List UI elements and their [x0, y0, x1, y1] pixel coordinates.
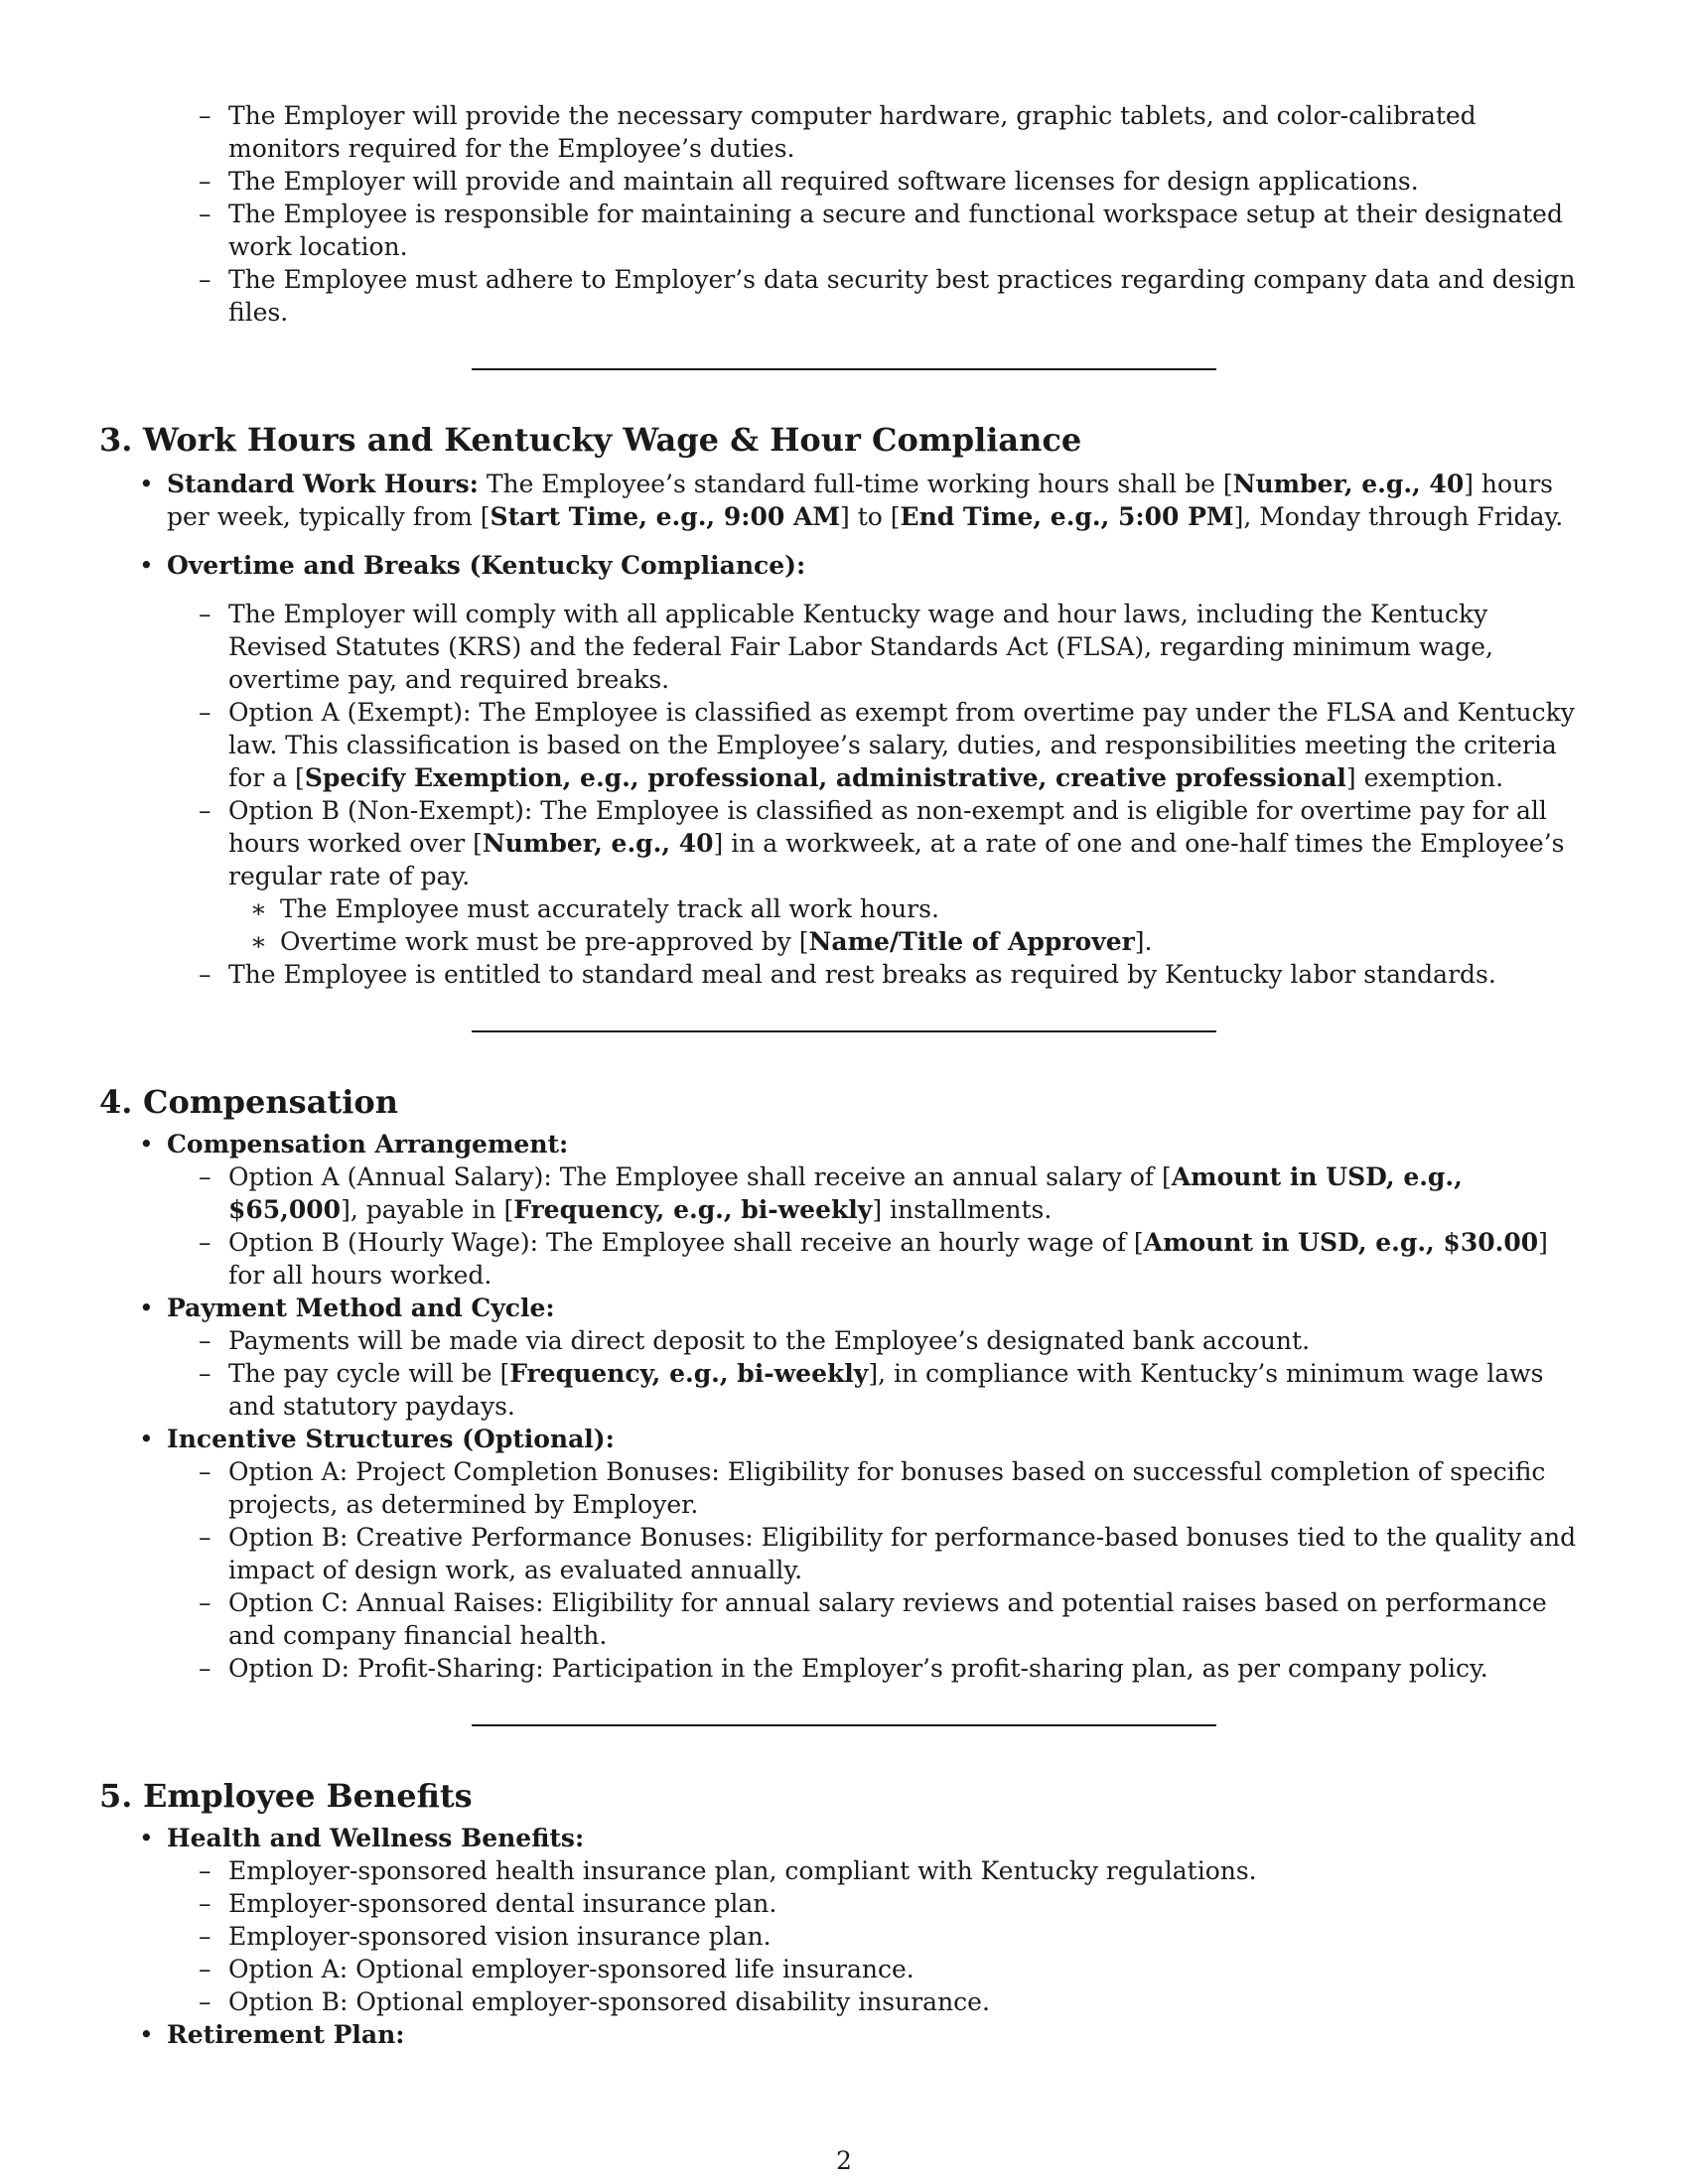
list-item: – Option A: Project Completion Bonuses: Eligibility for bonuses based on successful completion of specific projects, as determined by Employer.: [228, 1455, 1589, 1521]
nonexempt-sublist: [228, 892, 1589, 958]
section-number: 5.: [99, 1777, 133, 1815]
compensation-list: [99, 1128, 1589, 1685]
section-heading-5: [99, 1776, 1589, 1816]
item-label: Health and Wellness Benefits:: [167, 1824, 585, 1852]
section-number: 4.: [99, 1083, 133, 1121]
item-label: Payment Method and Cycle:: [167, 1294, 555, 1322]
list-item: – Option D: Profit-Sharing: Participation in the Employer’s profit-sharing plan, as per company policy.: [228, 1652, 1589, 1685]
list-item: – The pay cycle will be [Frequency, e.g., bi-weekly], in compliance with Kentucky’s minimum wage laws and statutory paydays.: [228, 1357, 1589, 1423]
list-item: ∗ Overtime work must be pre-approved by [Name/Title of Approver].: [280, 925, 1589, 958]
section-title: Employee Benefits: [143, 1777, 473, 1815]
section-heading-3: [99, 420, 1589, 460]
placeholder-field: Specify Exemption, e.g., professional, administrative, creative professional: [304, 763, 1346, 792]
list-item: – Employer-sponsored dental insurance plan.: [228, 1887, 1589, 1920]
work-hours-list: [99, 468, 1589, 991]
payment-sublist: [167, 1324, 1589, 1423]
section-number: 3.: [99, 421, 133, 459]
list-item: – Employer-sponsored vision insurance plan.: [228, 1920, 1589, 1953]
placeholder-field: Amount in USD, e.g., $65,000: [228, 1162, 1463, 1224]
list-item: – Option B (Non-Exempt): The Employee is classified as non-exempt and is eligible for overtime pay for all hours worked over [Number, e.g., 40] in a workweek, at a rate of one and one-half times the Employee’s regular rate of pay. ∗ The Employee must accurately track all work hours. ∗ Overtime work must be pre-approved by [Name/Title of Approver].: [228, 794, 1589, 958]
incentive-sublist: [167, 1455, 1589, 1685]
health-sublist: [167, 1854, 1589, 2018]
list-item: – Option C: Annual Raises: Eligibility for annual salary reviews and potential raises based on performance and company financial health.: [228, 1586, 1589, 1652]
placeholder-field: Frequency, e.g., bi-weekly: [513, 1195, 873, 1224]
item-label: Incentive Structures (Optional):: [167, 1425, 615, 1453]
equipment-list: [99, 99, 1589, 329]
list-item: [167, 2018, 1589, 2051]
page-number: 2: [836, 2146, 852, 2175]
list-item: [167, 1292, 1589, 1423]
section-title: Work Hours and Kentucky Wage & Hour Compliance: [143, 421, 1082, 459]
placeholder-field: Name/Title of Approver: [808, 927, 1135, 956]
list-item: – Option B: Creative Performance Bonuses: Eligibility for performance-based bonuses tied to the quality and impact of design work, as evaluated annually.: [228, 1521, 1589, 1586]
list-item: – Option A: Optional employer-sponsored life insurance.: [228, 1953, 1589, 1985]
list-item: – Option B: Optional employer-sponsored disability insurance.: [228, 1985, 1589, 2018]
page-content: [99, 99, 1589, 2051]
section-divider: [472, 1030, 1216, 1032]
list-item: – The Employer will provide and maintain all required software licenses for design applications.: [228, 165, 1589, 198]
list-item: [167, 1128, 1589, 1292]
list-item: [167, 549, 1589, 991]
item-label: Overtime and Breaks (Kentucky Compliance):: [167, 551, 806, 580]
overtime-sublist: [167, 598, 1589, 991]
item-label: Compensation Arrangement:: [167, 1130, 569, 1159]
list-item: – The Employer will comply with all applicable Kentucky wage and hour laws, including the Kentucky Revised Statutes (KRS) and the federal Fair Labor Standards Act (FLSA), regarding minimum wage, overtime pay, and required breaks.: [228, 598, 1589, 696]
item-label: Retirement Plan:: [167, 2020, 405, 2049]
list-item: – Option A (Annual Salary): The Employee shall receive an annual salary of [Amount in USD, e.g., $65,000], payable in [Frequency, e.g., bi-weekly] installments.: [228, 1160, 1589, 1226]
section-divider: [472, 368, 1216, 370]
section-title: Compensation: [143, 1083, 398, 1121]
list-item: – Employer-sponsored health insurance plan, compliant with Kentucky regulations.: [228, 1854, 1589, 1887]
list-item: – Option B (Hourly Wage): The Employee shall receive an hourly wage of [Amount in USD, e.g., $30.00] for all hours worked.: [228, 1226, 1589, 1292]
list-item: – Option A (Exempt): The Employee is classified as exempt from overtime pay under the FLSA and Kentucky law. This classification is based on the Employee’s salary, duties, and responsibilities meeting the criteria for a [Specify Exemption, e.g., professional, administrative, creative professional] exemption.: [228, 696, 1589, 794]
placeholder-field: Number, e.g., 40: [482, 829, 714, 858]
list-item: [167, 1822, 1589, 2018]
list-item: – The Employee must adhere to Employer’s data security best practices regarding company data and design files.: [228, 263, 1589, 329]
list-item: • Standard Work Hours: The Employee’s standard full-time working hours shall be [Number, e.g., 40] hours per week, typically from [Start Time, e.g., 9:00 AM] to [End Time, e.g., 5:00 PM], Monday through Friday.: [167, 468, 1589, 533]
placeholder-field: End Time, e.g., 5:00 PM: [900, 502, 1234, 531]
section-heading-4: [99, 1082, 1589, 1122]
item-label: Standard Work Hours:: [167, 470, 479, 498]
benefits-list: [99, 1822, 1589, 2051]
list-item: – The Employer will provide the necessary computer hardware, graphic tablets, and color-calibrated monitors required for the Employee’s duties.: [228, 99, 1589, 165]
list-item: ∗ The Employee must accurately track all work hours.: [280, 892, 1589, 925]
arrangement-sublist: [167, 1160, 1589, 1292]
placeholder-field: Number, e.g., 40: [1232, 470, 1465, 498]
placeholder-field: Frequency, e.g., bi-weekly: [509, 1359, 869, 1388]
list-item: – The Employee is entitled to standard meal and rest breaks as required by Kentucky labor standards.: [228, 958, 1589, 991]
placeholder-field: Amount in USD, e.g., $30.00: [1143, 1228, 1539, 1257]
placeholder-field: Start Time, e.g., 9:00 AM: [490, 502, 841, 531]
list-item: [167, 1423, 1589, 1685]
list-item: – Payments will be made via direct deposit to the Employee’s designated bank account.: [228, 1324, 1589, 1357]
list-item: – The Employee is responsible for maintaining a secure and functional workspace setup at their designated work location.: [228, 198, 1589, 263]
section-divider: [472, 1724, 1216, 1726]
